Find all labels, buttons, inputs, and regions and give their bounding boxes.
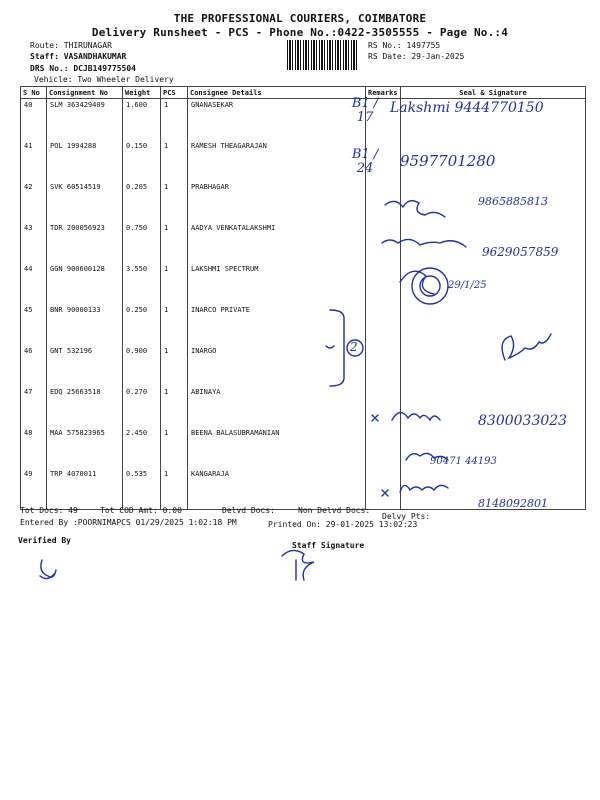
handwritten-signature-49: 8148092801 [478,497,548,510]
consignment-cell: SVK 60514519 [47,181,123,222]
vehicle-label: Vehicle: Two Wheeler Delivery [34,75,174,84]
handwritten-signature-42: 9865885813 [478,195,548,208]
rs-number: RS No.: 1497755 [368,41,441,50]
stamp-44 [412,268,448,304]
total-cod-amount: Tot COD Amt: 0.00 [100,506,182,515]
pcs-cell: 1 [161,345,188,386]
sno-cell: 46 [21,345,47,386]
bracket-46 [326,310,344,386]
delivered-docs: Delvd Docs: [222,506,275,515]
scribble-48b [406,453,448,460]
col-remarks: Remarks [366,87,401,99]
weight-cell: 3.550 [123,263,161,304]
handwritten-remark-41: B1 / 24 [351,147,379,176]
staff-signature-label: Staff Signature [292,541,365,550]
col-consignment: Consignment No [47,87,123,99]
scribble-46 [502,334,551,360]
weight-cell: 0.270 [123,386,161,427]
staff-label: Staff: VASANDHAKUMAR [30,52,127,61]
consignment-cell: POL 1994288 [47,140,123,181]
consignment-cell: SLM 363429409 [47,99,123,141]
pcs-cell: 1 [161,222,188,263]
staff-signature-scribble [282,550,314,580]
handwritten-signature-41: 9597701280 [400,152,496,170]
printed-on: Printed On: 29-01-2025 13:02:23 [268,520,418,529]
pcs-cell: 1 [161,99,188,141]
sno-cell: 44 [21,263,47,304]
non-delivered-docs: Non Delvd Docs: [298,506,371,515]
pcs-cell: 1 [161,181,188,222]
weight-cell: 0.750 [123,222,161,263]
consignee-cell: INARGO [188,345,366,386]
delivery-points: Delvy Pts: [382,512,431,521]
consignee-cell: INARCO PRIVATE [188,304,366,345]
circle-mark-46 [347,340,363,356]
consignment-cell: GGN 900600128 [47,263,123,304]
weight-cell: 0.900 [123,345,161,386]
weight-cell: 0.205 [123,181,161,222]
sno-cell: 49 [21,468,47,510]
consignment-cell: TRP 4070011 [47,468,123,510]
consignment-cell: GNT 532196 [47,345,123,386]
handwritten-date-44: 29/1/25 [448,280,487,291]
weight-cell: 1.600 [123,99,161,141]
scribble-42 [385,201,445,217]
handwritten-signature-40: Lakshmi 9444770150 [390,100,544,116]
consignment-cell: EDQ 25663518 [47,386,123,427]
scribble-48 [372,412,440,421]
handwritten-phone-49: 90471 44193 [430,456,497,467]
pcs-cell: 1 [161,140,188,181]
col-sno: S No [21,87,47,99]
sno-cell: 45 [21,304,47,345]
consignee-cell: AADYA VENKATALAKSHMI [188,222,366,263]
col-consignee: Consignee Details [188,87,366,99]
drs-label: DRS No.: DCJB149775504 [30,64,136,73]
sno-cell: 40 [21,99,47,141]
handwritten-circled-mark: 2 [350,340,358,354]
consignee-cell: RAMESH THEAGARAJAN [188,140,366,181]
sno-cell: 41 [21,140,47,181]
company-title: THE PROFESSIONAL COURIERS, COIMBATORE [173,12,427,25]
sno-cell: 43 [21,222,47,263]
route-label: Route: THIRUNAGAR [30,41,112,50]
sno-cell: 47 [21,386,47,427]
pcs-cell: 1 [161,263,188,304]
weight-cell: 0.250 [123,304,161,345]
rs-date: RS Date: 29-Jan-2025 [368,52,465,61]
consignee-cell: PRABHAGAR [188,181,366,222]
handwritten-signature-43: 9629057859 [482,245,559,259]
col-seal-signature: Seal & Signature [401,87,586,99]
pcs-cell: 1 [161,304,188,345]
entered-by: Entered By :POORNIMAPCS 01/29/2025 1:02:18 PM [20,518,237,527]
sno-cell: 42 [21,181,47,222]
consignee-cell: KANGARAJA [188,468,366,510]
runsheet-subtitle: Delivery Runsheet - PCS - Phone No.:0422-3505555 - Page No.:4 [91,26,509,39]
scribble-44 [400,271,434,294]
consignment-cell: TDR 200056923 [47,222,123,263]
consignee-cell: BEENA BALASUBRAMANIAN [188,427,366,468]
col-pcs: PCS [161,87,188,99]
pcs-cell: 1 [161,468,188,510]
pcs-cell: 1 [161,386,188,427]
scribble-49 [382,485,448,496]
scribble-43 [382,239,466,247]
verified-signature-scribble [40,560,56,579]
verified-by-label: Verified By [18,536,71,545]
handwritten-signature-48: 8300033023 [478,413,568,429]
sno-cell: 48 [21,427,47,468]
consignee-cell: GNANASEKAR [188,99,366,141]
weight-cell: 0.535 [123,468,161,510]
consignment-cell: BNR 90000133 [47,304,123,345]
pcs-cell: 1 [161,427,188,468]
consignee-cell: ABINAYA [188,386,366,427]
total-docs: Tot Docs: 49 [20,506,78,515]
handwritten-remark-40: B1 / 17 [351,96,379,125]
col-weight: Weight [123,87,161,99]
weight-cell: 2.450 [123,427,161,468]
consignment-cell: MAA 575823965 [47,427,123,468]
consignee-cell: LAKSHMI SPECTRUM [188,263,366,304]
weight-cell: 0.150 [123,140,161,181]
